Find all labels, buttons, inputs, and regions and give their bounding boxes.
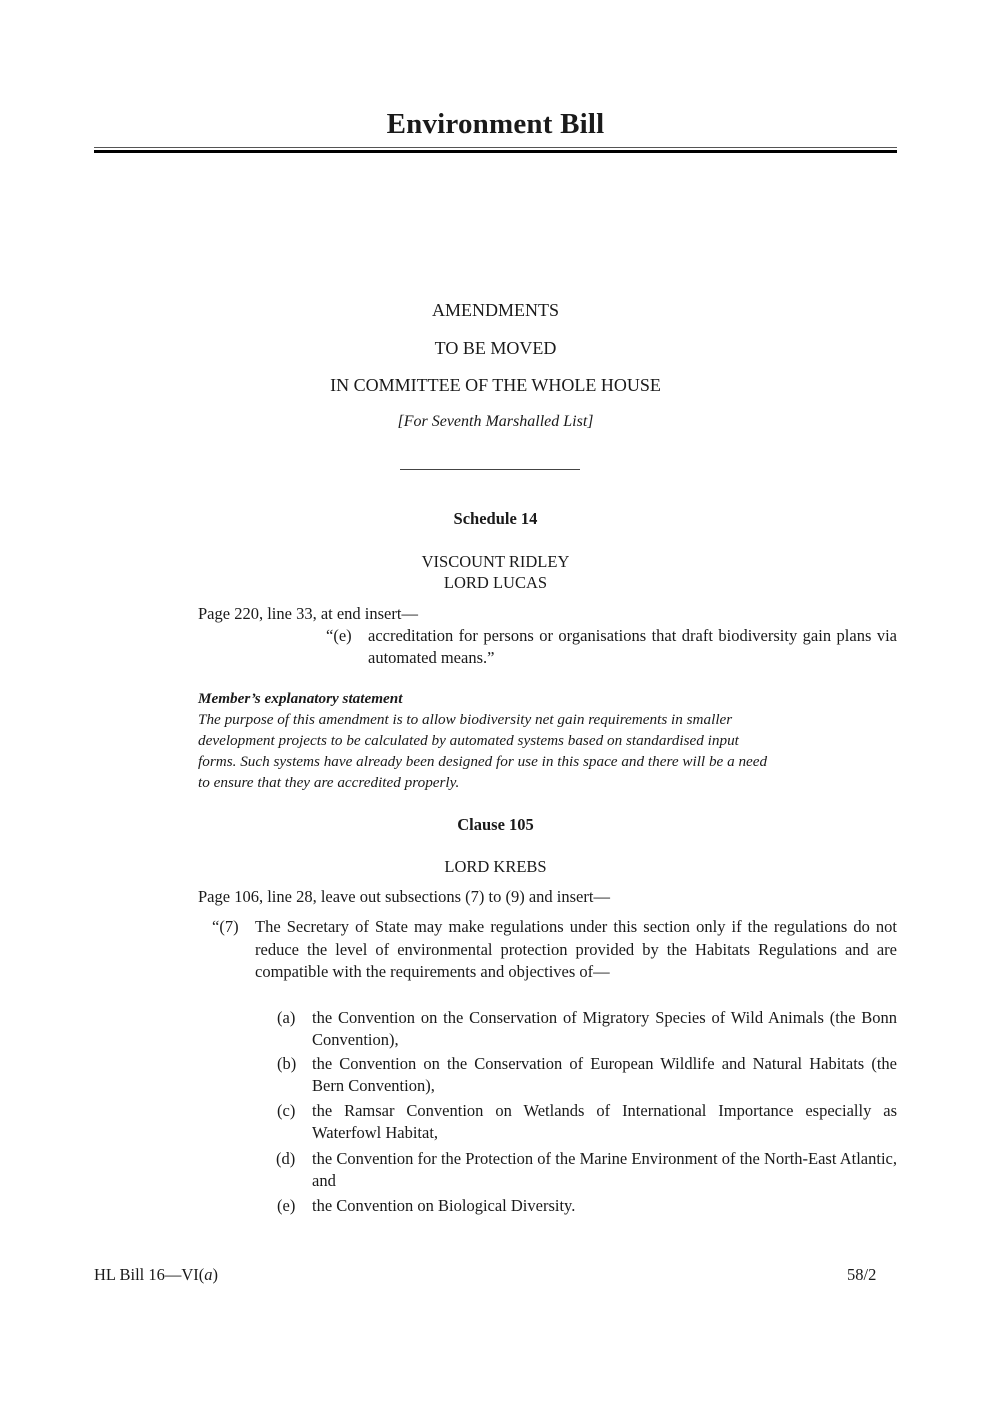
- explanatory-line: development projects to be calculated by automated systems based on standardised input: [198, 732, 739, 749]
- paragraph-text: the Convention on Biological Diversity.: [312, 1196, 576, 1215]
- explanatory-line: The purpose of this amendment is to allow biodiversity net gain requirements in smaller: [198, 711, 733, 728]
- section-heading-schedule-14: Schedule 14: [453, 509, 538, 528]
- paragraph-text: the Convention on the Conservation of Migratory Species of Wild Animals (the Bonn Convention),: [312, 1008, 897, 1049]
- bill-reference-prefix: HL Bill 16—VI(: [94, 1265, 205, 1284]
- amendment-instruction: Page 220, line 33, at end insert—: [198, 604, 418, 623]
- paragraph-label: (a): [277, 1008, 296, 1027]
- heading-committee: IN COMMITTEE OF THE WHOLE HOUSE: [330, 375, 661, 395]
- paragraph-label: (c): [277, 1101, 296, 1120]
- document-title: Environment Bill: [386, 108, 605, 140]
- marshalled-list-note: [For Seventh Marshalled List]: [397, 413, 594, 430]
- paragraph-text: the Ramsar Convention on Wetlands of International Importance especially as Waterfowl Habitat,: [312, 1101, 897, 1142]
- section-heading-clause-105: Clause 105: [457, 815, 534, 834]
- subsection-text: The Secretary of State may make regulations under this section only if the regulations do not reduce the level of environmental protection provided by the Habitats Regulations and are compatible with the requirements and objectives of—: [255, 917, 897, 981]
- explanatory-line: to ensure that they are accredited properly.: [198, 774, 460, 791]
- insert-text: accreditation for persons or organisations that draft biodiversity gain plans via automated means.”: [368, 626, 897, 667]
- amendment-instruction: Page 106, line 28, leave out subsections (7) to (9) and insert—: [198, 887, 610, 906]
- bill-reference-suffix: ): [212, 1265, 219, 1284]
- paragraph-label: (d): [276, 1149, 296, 1168]
- explanatory-heading: Member’s explanatory statement: [198, 690, 403, 707]
- explanatory-line: forms. Such systems have already been designed for use in this space and there will be a need: [198, 753, 768, 770]
- paragraph-text: the Convention for the Protection of the Marine Environment of the North-East Atlantic, and: [312, 1149, 897, 1190]
- heading-amendments: AMENDMENTS: [431, 300, 559, 320]
- member-name: LORD LUCAS: [443, 573, 548, 592]
- section-divider: [400, 469, 580, 470]
- paragraph-text: the Convention on the Conservation of European Wildlife and Natural Habitats (the Bern Convention),: [312, 1054, 897, 1095]
- page-reference: 58/2: [847, 1265, 877, 1284]
- heading-to-be-moved: TO BE MOVED: [434, 338, 557, 358]
- title-rule-thin: [94, 147, 897, 148]
- bill-reference: [94, 1264, 218, 1286]
- member-name: VISCOUNT RIDLEY: [421, 552, 570, 571]
- insert-label: “(e): [326, 626, 352, 645]
- member-name: LORD KREBS: [444, 857, 547, 876]
- paragraph-label: (e): [277, 1196, 296, 1215]
- subsection-label: “(7): [212, 917, 239, 936]
- paragraph-label: (b): [277, 1054, 297, 1073]
- title-rule-thick: [94, 150, 897, 153]
- bill-reference-italic: a: [204, 1265, 213, 1284]
